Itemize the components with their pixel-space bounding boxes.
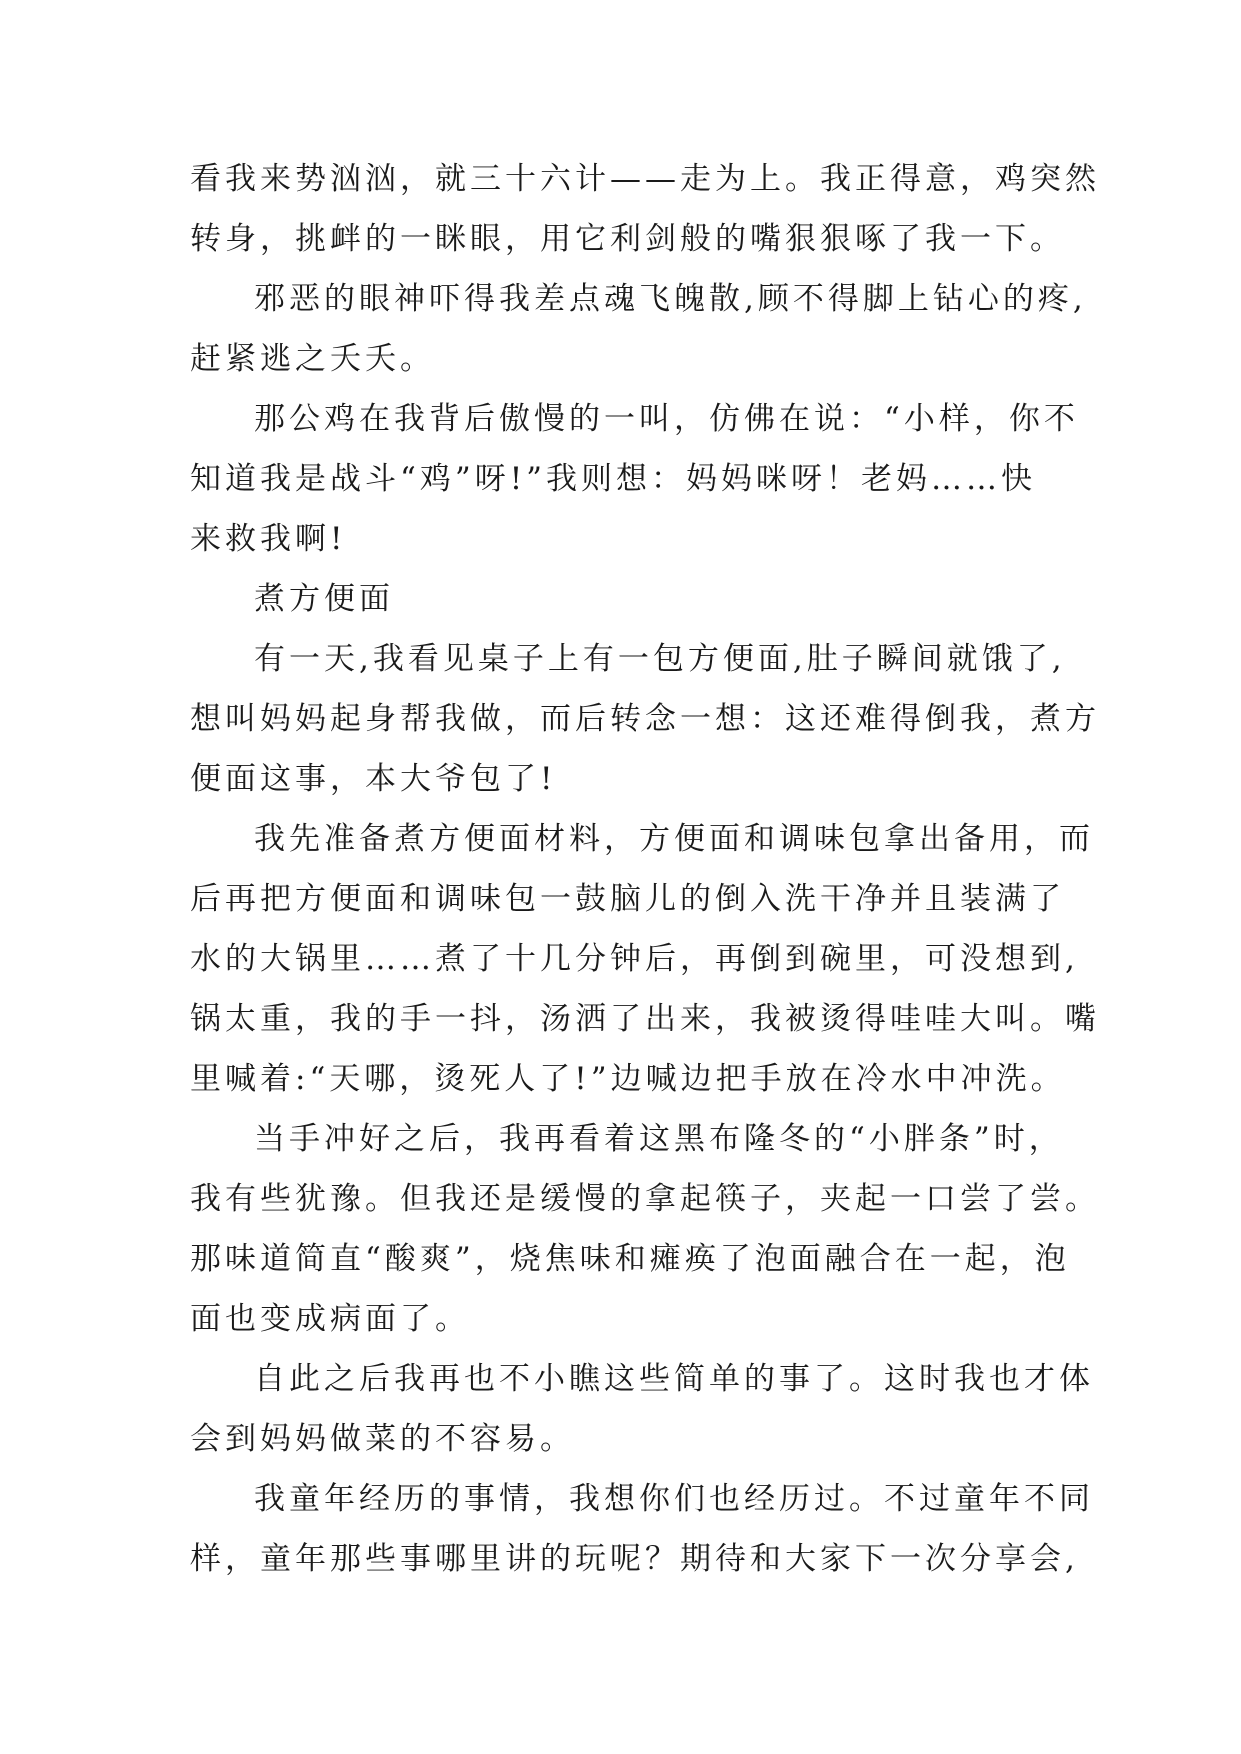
text-line: 想叫妈妈起身帮我做，而后转念一想：这还难得倒我，煮方 — [190, 701, 1100, 737]
text-line: 我有些犹豫。但我还是缓慢的拿起筷子，夹起一口尝了尝。 — [190, 1181, 1100, 1217]
text-line: 便面这事，本大爷包了! — [190, 761, 557, 797]
paragraph-first-line: 我先准备煮方便面材料，方便面和调味包拿出备用，而 — [254, 821, 1094, 857]
document-body — [190, 160, 1100, 1600]
text-line: 水的大锅里……煮了十几分钟后，再倒到碗里，可没想到, — [190, 941, 1079, 977]
text-line: 来救我啊! — [190, 521, 347, 557]
section-heading: 煮方便面 — [254, 581, 394, 617]
text-line: 里喊着:“天哪，烫死人了!”边喊边把手放在冷水中冲洗。 — [190, 1061, 1066, 1097]
text-line: 看我来势汹汹，就三十六计——走为上。我正得意，鸡突然 — [190, 161, 1100, 197]
paragraph-first-line: 邪恶的眼神吓得我差点魂飞魄散,顾不得脚上钻心的疼, — [254, 281, 1087, 317]
paragraph-first-line: 我童年经历的事情，我想你们也经历过。不过童年不同 — [254, 1481, 1094, 1517]
text-line: 后再把方便面和调味包一鼓脑儿的倒入洗干净并且装满了 — [190, 881, 1065, 917]
text-line: 那味道简直“酸爽”，烧焦味和瘫痪了泡面融合在一起，泡 — [190, 1241, 1070, 1277]
text-line: 知道我是战斗“鸡”呀!”我则想：妈妈咪呀！老妈……快 — [190, 461, 1036, 497]
text-line: 锅太重，我的手一抖，汤洒了出来，我被烫得哇哇大叫。嘴 — [190, 1001, 1100, 1037]
paragraph-first-line: 自此之后我再也不小瞧这些简单的事了。这时我也才体 — [254, 1361, 1094, 1397]
paragraph-first-line: 有一天,我看见桌子上有一包方便面,肚子瞬间就饿了, — [254, 641, 1066, 677]
paragraph-first-line: 当手冲好之后，我再看着这黑布隆冬的“小胖条”时， — [254, 1121, 1064, 1157]
text-line: 会到妈妈做菜的不容易。 — [190, 1421, 575, 1457]
text-line: 赶紧逃之夭夭。 — [190, 341, 435, 377]
text-line: 面也变成病面了。 — [190, 1301, 470, 1337]
paragraph-first-line: 那公鸡在我背后傲慢的一叫，仿佛在说：“小样，你不 — [254, 401, 1079, 437]
text-line: 样，童年那些事哪里讲的玩呢？期待和大家下一次分享会, — [190, 1541, 1079, 1577]
text-line: 转身，挑衅的一眯眼，用它利剑般的嘴狠狠啄了我一下。 — [190, 221, 1065, 257]
